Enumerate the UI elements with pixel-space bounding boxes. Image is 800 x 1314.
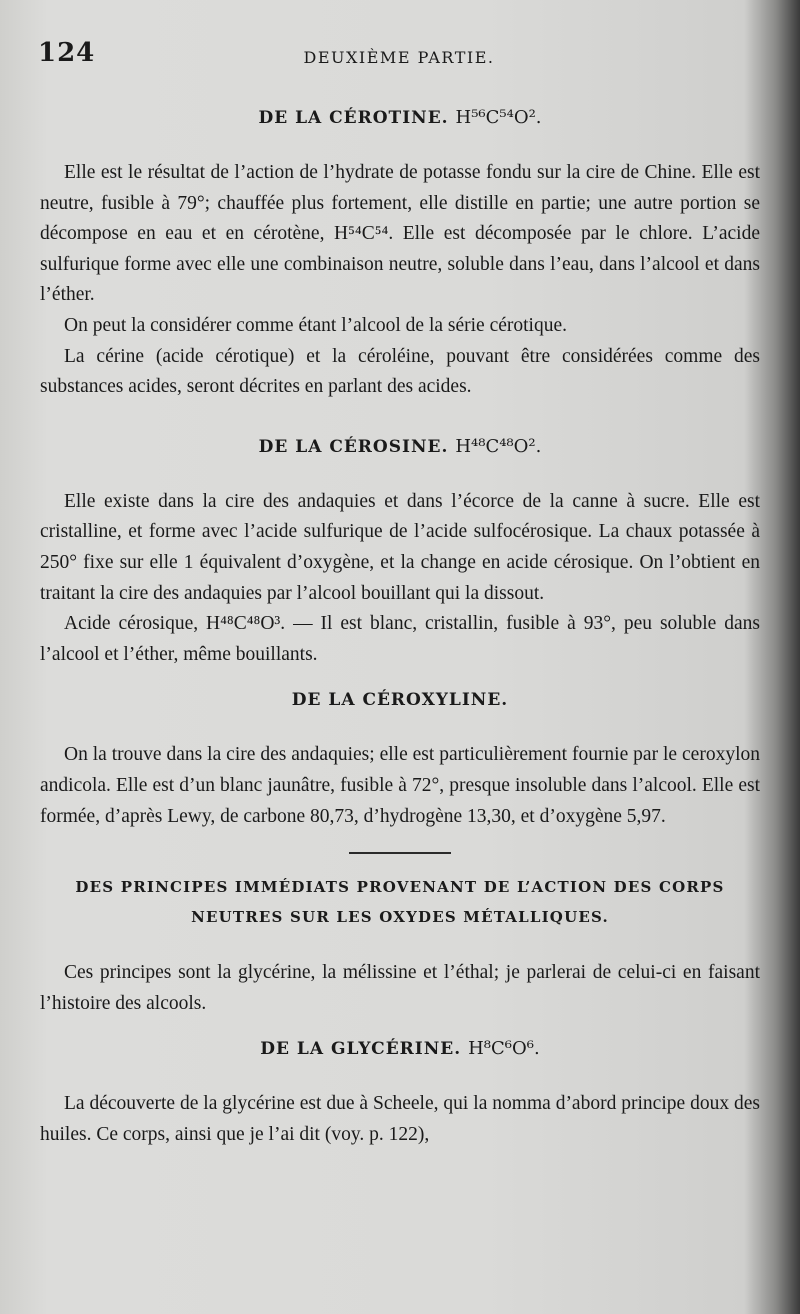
section-heading-principes-line-2: NEUTRES SUR LES OXYDES MÉTALLIQUES. <box>191 908 609 927</box>
paragraph: Elle existe dans la cire des andaquies et dans l’écorce de la canne à sucre. Elle est cristalline, et forme avec l’acide sulfurique de l’acide sulfocérosique. La chaux potassée à 250° fixe sur elle 1 équivalent d’oxygène, et la change en acide cérosique. On l’obtient en traitant la cire des andaquies par l’alcool bouillant qui la dissout. <box>40 490 760 604</box>
paragraph: Ces principes sont la glycérine, la mélissine et l’éthal; je parlerai de celui-ci en faisant l’histoire des alcools. <box>40 962 760 1014</box>
section-heading-cerotine <box>40 104 760 132</box>
paragraph: On peut la considérer comme étant l’alcool de la série cérotique. <box>64 314 567 336</box>
paragraph: La découverte de la glycérine est due à Scheele, qui la nomma d’abord principe doux des huiles. Ce corps, ainsi que je l’ai dit (voy. p. 122), <box>40 1093 760 1145</box>
heading-text: DE LA GLYCÉRINE. <box>260 1039 462 1060</box>
chemical-formula: H⁴⁸C⁴⁸O². <box>455 435 542 457</box>
page-number: 124 <box>38 38 96 68</box>
running-title: DEUXIÈME PARTIE. <box>303 48 495 67</box>
section-heading-ceroxyline <box>40 686 760 714</box>
chemical-formula: H⁸C⁶O⁶. <box>468 1038 540 1060</box>
section-divider <box>349 852 451 854</box>
heading-text: DE LA CÉROTINE. <box>258 108 449 128</box>
paragraph: Elle est le résultat de l’action de l’hydrate de potasse fondu sur la cire de Chine. Elle est neutre, fusible à 79°; chauffée plus fortement, elle distille en partie; une autre portion se décompose en eau et en cérotène, H⁵⁴C⁵⁴. Elle est décomposée par le chlore. L’acide sulfurique forme avec elle une combinaison neutre, soluble dans l’eau, dans l’alcool et dans l’éther. <box>40 162 760 306</box>
page-body <box>40 104 760 1150</box>
chemical-formula: H⁵⁶C⁵⁴O². <box>455 107 542 128</box>
heading-text: DE LA CÉROSINE. <box>258 436 449 457</box>
paragraph: Acide cérosique, H⁴⁸C⁴⁸O³. — Il est blanc, cristallin, fusible à 93°, peu soluble dans l’alcool et l’éther, même bouillants. <box>40 613 760 665</box>
section-heading-cerosine <box>40 433 760 461</box>
paragraph: La cérine (acide cérotique) et la céroléine, pouvant être considérées comme des substances acides, seront décrites en parlant des acides. <box>40 345 760 398</box>
heading-text: DE LA CÉROXYLINE. <box>291 690 509 711</box>
section-heading-glycerine <box>40 1035 760 1063</box>
section-heading-principes-line-1: DES PRINCIPES IMMÉDIATS PROVENANT DE L’ACTION DES CORPS <box>75 878 725 897</box>
paragraph: On la trouve dans la cire des andaquies; elle est particulièrement fournie par le ceroxylon andicola. Elle est d’un blanc jaunâtre, fusible à 72°, presque insoluble dans l’alcool. Elle est formée, d’après Lewy, de carbone 80,73, d’hydrogène 13,30, et d’oxygène 5,97. <box>40 744 760 827</box>
page-header <box>38 38 760 78</box>
